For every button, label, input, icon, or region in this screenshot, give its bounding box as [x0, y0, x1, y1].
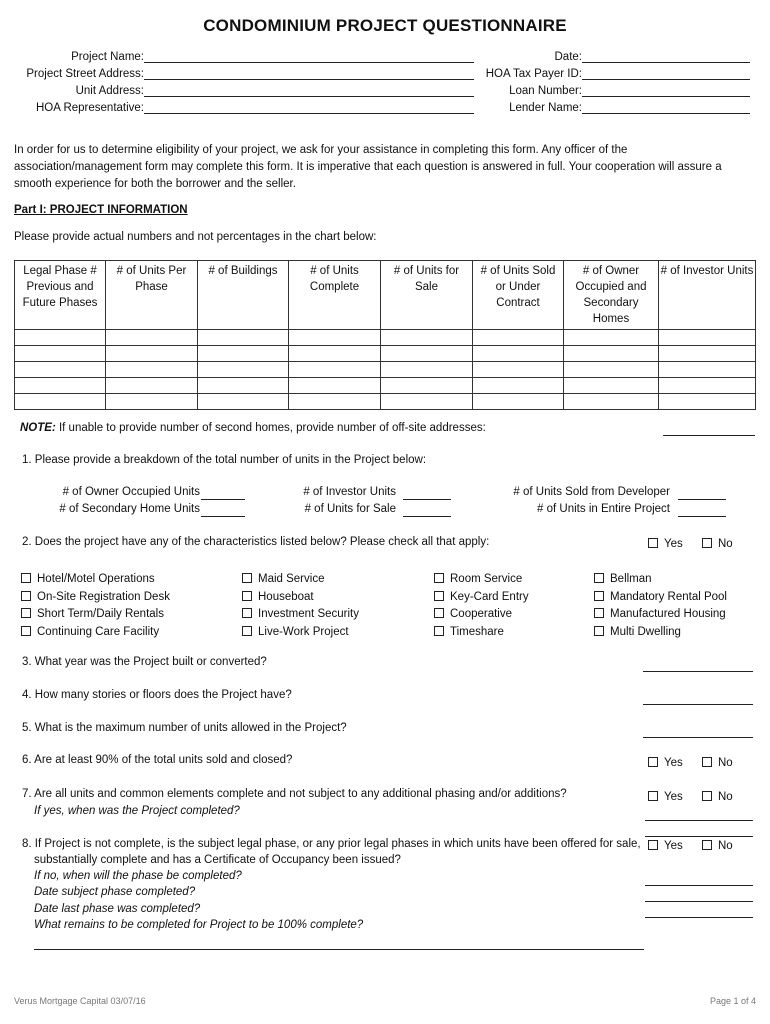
question-8: 8. If Project is not complete, is the subject legal phase, or any prior legal phases in which units have been offered for sale, — [22, 838, 641, 850]
tax-id-label: HOA Tax Payer ID: — [485, 68, 582, 80]
q6-yes-option[interactable] — [648, 757, 683, 769]
question-6: 6. Are at least 90% of the total units sold and closed? — [22, 754, 293, 766]
yes-label: Yes — [664, 840, 683, 852]
table-cell[interactable] — [381, 378, 473, 394]
question-8-line2: substantially complete and has a Certificate of Occupancy been issued? — [34, 854, 401, 866]
table-cell[interactable] — [659, 330, 756, 346]
table-cell[interactable] — [381, 346, 473, 362]
characteristic-item[interactable]: On-Site Registration Desk — [21, 589, 170, 607]
table-cell[interactable] — [564, 362, 659, 378]
note — [20, 422, 486, 434]
table-cell[interactable] — [198, 346, 289, 362]
tax-id-field[interactable] — [582, 65, 750, 80]
table-cell[interactable] — [106, 330, 198, 346]
table-row — [15, 378, 756, 394]
table-row — [15, 346, 756, 362]
phase-completion-field[interactable] — [645, 871, 753, 886]
question-7: 7. Are all units and common elements complete and not subject to any additional phasing and/or additions? — [22, 788, 567, 800]
units-entire-project-label: # of Units in Entire Project — [537, 503, 670, 515]
table-cell[interactable] — [564, 330, 659, 346]
table-cell[interactable] — [473, 394, 564, 410]
note-text: If unable to provide number of second homes, provide number of off-site addresses: — [55, 422, 486, 434]
characteristic-item[interactable]: Hotel/Motel Operations — [21, 571, 170, 589]
q6-no-option[interactable] — [702, 757, 733, 769]
question-1: 1. Please provide a breakdown of the total number of units in the Project below: — [22, 454, 427, 466]
characteristic-item[interactable]: Maid Service — [242, 571, 359, 589]
yes-label: Yes — [664, 538, 683, 550]
no-label: No — [718, 791, 733, 803]
q8-top-field[interactable] — [645, 822, 753, 837]
q8-sub-subject-phase-date: Date subject phase completed? — [34, 886, 196, 898]
table-cell[interactable] — [106, 346, 198, 362]
checkbox-icon[interactable] — [242, 626, 252, 636]
checkbox-icon[interactable] — [594, 573, 604, 583]
col-buildings: # of Buildings — [198, 261, 289, 330]
table-row — [15, 362, 756, 378]
table-cell[interactable] — [106, 378, 198, 394]
checkbox-icon[interactable] — [702, 840, 712, 850]
table-row — [15, 394, 756, 410]
table-cell[interactable] — [15, 378, 106, 394]
hoa-rep-field[interactable] — [144, 99, 474, 114]
yes-label: Yes — [664, 757, 683, 769]
units-sold-developer-label: # of Units Sold from Developer — [513, 486, 670, 498]
table-cell[interactable] — [289, 362, 381, 378]
question-2: 2. Does the project have any of the characteristics listed below? Please check all that apply: — [22, 536, 490, 548]
table-cell[interactable] — [659, 394, 756, 410]
checkbox-icon[interactable] — [648, 538, 658, 548]
loan-number-row — [470, 81, 750, 97]
table-cell[interactable] — [106, 362, 198, 378]
question-7-sub: If yes, when was the Project completed? — [34, 805, 240, 817]
checkbox-icon[interactable] — [21, 626, 31, 636]
subject-phase-date-field[interactable] — [645, 887, 753, 902]
checkbox-icon[interactable] — [594, 626, 604, 636]
checkbox-icon[interactable] — [434, 626, 444, 636]
secondary-home-label: # of Secondary Home Units — [59, 503, 200, 515]
offsite-addresses-field[interactable] — [663, 421, 755, 436]
col-units-per-phase: # of Units Per Phase — [106, 261, 198, 330]
col-units-complete: # of Units Complete — [289, 261, 381, 330]
table-cell[interactable] — [289, 378, 381, 394]
project-name-label: Project Name: — [71, 51, 144, 63]
table-cell[interactable] — [381, 394, 473, 410]
street-address-field[interactable] — [144, 65, 474, 80]
checkbox-icon[interactable] — [702, 757, 712, 767]
characteristic-item[interactable]: Mandatory Rental Pool — [594, 589, 727, 607]
table-cell[interactable] — [473, 362, 564, 378]
table-cell[interactable] — [564, 394, 659, 410]
question-4: 4. How many stories or floors does the Project have? — [22, 689, 292, 701]
no-label: No — [718, 840, 733, 852]
question-3: 3. What year was the Project built or converted? — [22, 656, 267, 668]
secondary-home-field[interactable] — [201, 502, 245, 517]
characteristics-col-3 — [434, 571, 529, 641]
checkbox-icon[interactable] — [594, 591, 604, 601]
checkbox-icon[interactable] — [648, 757, 658, 767]
question-5: 5. What is the maximum number of units allowed in the Project? — [22, 722, 347, 734]
max-units-field[interactable] — [643, 723, 753, 738]
q2-no-option[interactable] — [702, 538, 733, 550]
checkbox-icon[interactable] — [21, 591, 31, 601]
table-cell[interactable] — [659, 346, 756, 362]
col-units-sold: # of Units Sold or Under Contract — [473, 261, 564, 330]
table-cell[interactable] — [106, 394, 198, 410]
loan-number-field[interactable] — [582, 82, 750, 97]
checkbox-icon[interactable] — [594, 608, 604, 618]
date-label: Date: — [554, 51, 582, 63]
year-built-field[interactable] — [643, 657, 753, 672]
characteristic-item[interactable]: Short Term/Daily Rentals — [21, 606, 170, 624]
checkbox-icon[interactable] — [242, 608, 252, 618]
last-phase-date-field[interactable] — [645, 903, 753, 918]
units-sold-developer-field[interactable] — [678, 485, 726, 500]
checkbox-icon[interactable] — [702, 538, 712, 548]
checkbox-icon[interactable] — [702, 791, 712, 801]
table-cell[interactable] — [473, 330, 564, 346]
characteristics-col-2 — [242, 571, 359, 641]
table-header-row — [15, 261, 756, 330]
characteristic-item[interactable]: Multi Dwelling — [594, 624, 727, 642]
intro-paragraph: In order for us to determine eligibility of your project, we ask for your assistance in completing this form. Any officer of the association/management form may complete this form. It is imperative that each question is answered in full. Your cooperation will assure a smooth experience for both the borrower and the seller. — [14, 144, 722, 190]
checkbox-icon[interactable] — [21, 573, 31, 583]
unit-address-field[interactable] — [144, 82, 474, 97]
q8-sub-last-phase-date: Date last phase was completed? — [34, 903, 201, 915]
table-cell[interactable] — [198, 362, 289, 378]
col-investor-units: # of Investor Units — [659, 261, 756, 330]
footer-left: Verus Mortgage Capital 03/07/16 — [14, 996, 146, 1006]
q8-no-option[interactable] — [702, 840, 733, 852]
lender-name-field[interactable] — [582, 99, 750, 114]
characteristic-item[interactable]: Live-Work Project — [242, 624, 359, 642]
table-cell[interactable] — [289, 330, 381, 346]
characteristic-item[interactable]: Cooperative — [434, 606, 529, 624]
hoa-rep-label: HOA Representative: — [35, 102, 144, 114]
hoa-rep-row — [20, 98, 474, 114]
table-cell[interactable] — [381, 362, 473, 378]
table-cell[interactable] — [659, 362, 756, 378]
loan-number-label: Loan Number: — [509, 85, 582, 97]
table-cell[interactable] — [15, 330, 106, 346]
table-cell[interactable] — [198, 378, 289, 394]
table-cell[interactable] — [289, 346, 381, 362]
table-cell[interactable] — [473, 378, 564, 394]
yes-label: Yes — [664, 791, 683, 803]
footer-page-number: Page 1 of 4 — [709, 996, 756, 1006]
date-row — [470, 47, 750, 63]
characteristics-col-4 — [594, 571, 727, 641]
unit-address-row — [20, 81, 474, 97]
col-legal-phase: Legal Phase # Previous and Future Phases — [15, 261, 106, 330]
table-cell[interactable] — [289, 394, 381, 410]
characteristics-col-1 — [21, 571, 170, 641]
no-label: No — [718, 757, 733, 769]
lender-name-label: Lender Name: — [509, 102, 582, 114]
checkbox-icon[interactable] — [242, 573, 252, 583]
table-cell[interactable] — [15, 346, 106, 362]
table-cell[interactable] — [659, 378, 756, 394]
no-label: No — [718, 538, 733, 550]
characteristic-item[interactable]: Room Service — [434, 571, 529, 589]
lender-name-row — [470, 98, 750, 114]
checkbox-icon[interactable] — [434, 591, 444, 601]
owner-occupied-field[interactable] — [201, 485, 245, 500]
project-completed-date-field[interactable] — [645, 806, 753, 821]
investor-units-label: # of Investor Units — [303, 486, 396, 498]
col-units-for-sale: # of Units for Sale — [381, 261, 473, 330]
table-cell[interactable] — [564, 346, 659, 362]
col-owner-occupied: # of Owner Occupied and Secondary Homes — [564, 261, 659, 330]
checkbox-icon[interactable] — [648, 791, 658, 801]
units-table — [14, 260, 756, 410]
stories-field[interactable] — [643, 690, 753, 705]
project-name-row — [20, 47, 474, 63]
part1-instruction: Please provide actual numbers and not percentages in the chart below: — [14, 231, 377, 243]
table-cell[interactable] — [198, 394, 289, 410]
characteristic-item[interactable]: Bellman — [594, 571, 727, 589]
q7-no-option[interactable] — [702, 791, 733, 803]
characteristic-item[interactable]: Manufactured Housing — [594, 606, 727, 624]
table-cell[interactable] — [198, 330, 289, 346]
note-label: NOTE: — [20, 422, 56, 434]
characteristic-item[interactable]: Houseboat — [242, 589, 359, 607]
date-field[interactable] — [582, 48, 750, 63]
street-address-label: Project Street Address: — [26, 68, 144, 80]
table-cell[interactable] — [564, 378, 659, 394]
page-title: CONDOMINIUM PROJECT QUESTIONNAIRE — [203, 16, 567, 35]
table-cell[interactable] — [15, 394, 106, 410]
characteristic-item[interactable]: Investment Security — [242, 606, 359, 624]
table-cell[interactable] — [381, 330, 473, 346]
units-for-sale-field[interactable] — [403, 502, 451, 517]
q8-sub-phase-completion: If no, when will the phase be completed? — [34, 870, 242, 882]
project-name-field[interactable] — [144, 48, 474, 63]
investor-units-field[interactable] — [403, 485, 451, 500]
units-entire-project-field[interactable] — [678, 502, 726, 517]
table-row — [15, 330, 756, 346]
checkbox-icon[interactable] — [434, 608, 444, 618]
units-for-sale-label: # of Units for Sale — [304, 503, 396, 515]
remaining-field[interactable] — [34, 935, 644, 950]
unit-address-label: Unit Address: — [75, 85, 144, 97]
tax-id-row — [470, 64, 750, 80]
checkbox-icon[interactable] — [242, 591, 252, 601]
checkbox-icon[interactable] — [434, 573, 444, 583]
checkbox-icon[interactable] — [648, 840, 658, 850]
street-address-row — [20, 64, 474, 80]
part1-heading: Part I: PROJECT INFORMATION — [14, 204, 188, 216]
characteristic-item[interactable]: Key-Card Entry — [434, 589, 529, 607]
checkbox-icon[interactable] — [21, 608, 31, 618]
characteristic-item[interactable]: Continuing Care Facility — [21, 624, 170, 642]
q8-sub-remaining: What remains to be completed for Project to be 100% complete? — [34, 919, 364, 931]
characteristic-item[interactable]: Timeshare — [434, 624, 529, 642]
table-cell[interactable] — [15, 362, 106, 378]
table-cell[interactable] — [473, 346, 564, 362]
q2-yes-option[interactable] — [648, 538, 683, 550]
owner-occupied-label: # of Owner Occupied Units — [62, 486, 200, 498]
q8-yes-option[interactable] — [648, 840, 683, 852]
q7-yes-option[interactable] — [648, 791, 683, 803]
